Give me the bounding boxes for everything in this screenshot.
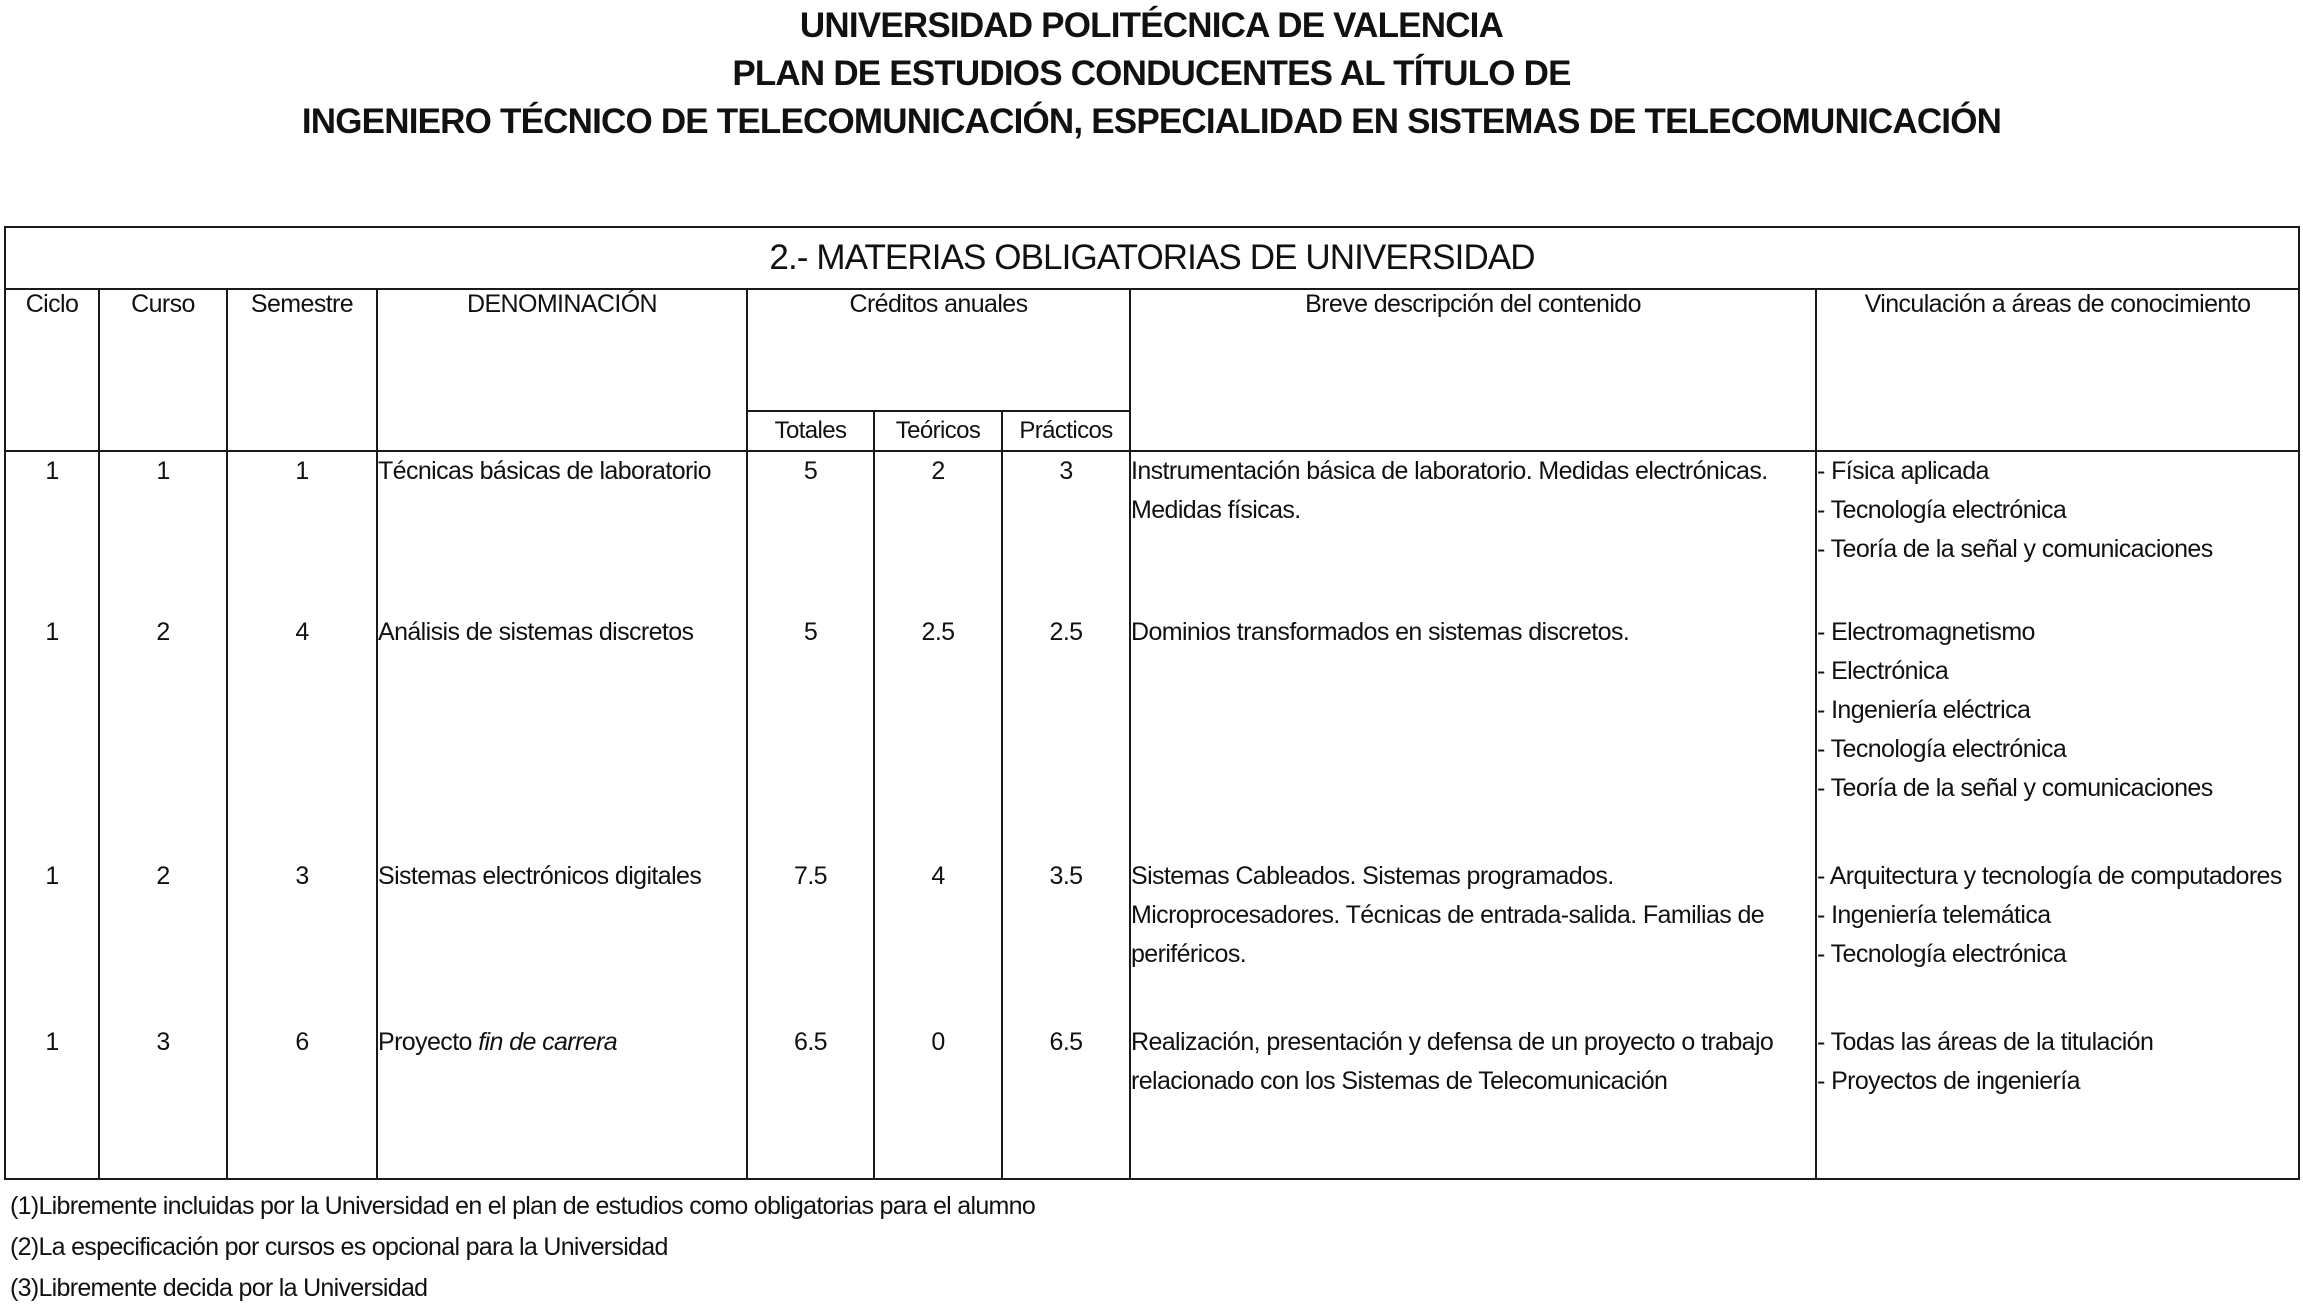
cell-curso: 1 [99, 451, 227, 613]
cell-totales: 5 [747, 451, 874, 613]
area-item: - Electrónica [1817, 657, 1949, 686]
area-item: - Arquitectura y tecnología de computadores [1817, 862, 2282, 891]
col-header-totales: Totales [747, 411, 874, 451]
degree-title: INGENIERO TÉCNICO DE TELECOMUNICACIÓN, ESPECIALIDAD EN SISTEMAS DE TELECOMUNICACIÓN [301, 102, 2002, 141]
cell-ciclo: 1 [5, 857, 99, 1023]
cell-practicos: 3 [1002, 451, 1130, 613]
cell-totales: 6.5 [747, 1023, 874, 1179]
cell-descripcion: Instrumentación básica de laboratorio. Medidas electrónicas. Medidas físicas. [1130, 451, 1816, 613]
area-item: - Todas las áreas de la titulación [1817, 1027, 2154, 1056]
cell-ciclo: 1 [5, 613, 99, 857]
cell-teoricos: 2 [874, 451, 1002, 613]
col-header-vinculacion: Vinculación a áreas de conocimiento [1816, 289, 2299, 451]
cell-curso: 2 [99, 857, 227, 1023]
plan-title: PLAN DE ESTUDIOS CONDUCENTES AL TÍTULO DE [732, 54, 1571, 93]
cell-vinculacion [1816, 1023, 2299, 1179]
col-header-creditos: Créditos anuales [747, 289, 1130, 411]
area-item: - Ingeniería eléctrica [1817, 696, 2031, 725]
cell-denominacion [377, 1023, 747, 1179]
cell-descripcion: Sistemas Cableados. Sistemas programados. Microprocesadores. Técnicas de entrada-salida. Familias de periféricos. [1130, 857, 1816, 1023]
cell-curso: 3 [99, 1023, 227, 1179]
cell-denominacion: Análisis de sistemas discretos [377, 613, 747, 857]
cell-practicos: 6.5 [1002, 1023, 1130, 1179]
subjects-table [4, 226, 2300, 1180]
cell-semestre: 6 [227, 1023, 377, 1179]
cell-totales: 7.5 [747, 857, 874, 1023]
table-row [5, 1023, 2299, 1179]
cell-descripcion: Realización, presentación y defensa de un proyecto o trabajo relacionado con los Sistemas de Telecomunicación [1130, 1023, 1816, 1179]
cell-practicos: 2.5 [1002, 613, 1130, 857]
table-row [5, 857, 2299, 1023]
section-title: 2.- MATERIAS OBLIGATORIAS DE UNIVERSIDAD [5, 227, 2299, 289]
col-header-curso: Curso [99, 289, 227, 451]
cell-practicos: 3.5 [1002, 857, 1130, 1023]
footnotes [10, 1186, 1410, 1309]
col-header-semestre: Semestre [227, 289, 377, 451]
area-item: - Teoría de la señal y comunicaciones [1817, 774, 2213, 803]
cell-ciclo: 1 [5, 451, 99, 613]
col-header-practicos: Prácticos [1002, 411, 1130, 451]
cell-vinculacion [1816, 857, 2299, 1023]
area-item: - Proyectos de ingeniería [1817, 1066, 2080, 1095]
cell-denominacion: Técnicas básicas de laboratorio [377, 451, 747, 613]
col-header-ciclo: Ciclo [5, 289, 99, 451]
table-row [5, 451, 2299, 613]
area-item: - Electromagnetismo [1817, 618, 2035, 647]
cell-descripcion: Dominios transformados en sistemas discretos. [1130, 613, 1816, 857]
cell-semestre: 1 [227, 451, 377, 613]
col-header-teoricos: Teóricos [874, 411, 1002, 451]
document-header [0, 2, 2303, 146]
col-header-denominacion: DENOMINACIÓN [377, 289, 747, 451]
table-row [5, 613, 2299, 857]
university-title: UNIVERSIDAD POLITÉCNICA DE VALENCIA [799, 6, 1504, 45]
cell-totales: 5 [747, 613, 874, 857]
area-item: - Ingeniería telemática [1817, 901, 2051, 930]
cell-teoricos: 0 [874, 1023, 1002, 1179]
footnote: (3)Libremente decida por la Universidad [10, 1274, 428, 1302]
denominacion-text: Proyecto [378, 1027, 479, 1056]
area-item: - Tecnología electrónica [1817, 496, 2067, 524]
cell-ciclo: 1 [5, 1023, 99, 1179]
area-item: - Física aplicada [1817, 457, 1989, 485]
cell-semestre: 4 [227, 613, 377, 857]
footnote: (2)La especificación por cursos es opcional para la Universidad [10, 1233, 668, 1261]
cell-vinculacion [1816, 613, 2299, 857]
footnote: (1)Libremente incluidas por la Universidad en el plan de estudios como obligatorias para el alumno [10, 1192, 1036, 1220]
cell-denominacion: Sistemas electrónicos digitales [377, 857, 747, 1023]
area-item: - Tecnología electrónica [1817, 940, 2067, 969]
denominacion-italic-text: fin de carrera [478, 1027, 618, 1056]
cell-vinculacion [1816, 451, 2299, 613]
cell-curso: 2 [99, 613, 227, 857]
cell-teoricos: 2.5 [874, 613, 1002, 857]
col-header-descripcion: Breve descripción del contenido [1130, 289, 1816, 451]
area-item: - Tecnología electrónica [1817, 735, 2067, 764]
cell-teoricos: 4 [874, 857, 1002, 1023]
area-item: - Teoría de la señal y comunicaciones [1817, 535, 2213, 563]
cell-semestre: 3 [227, 857, 377, 1023]
